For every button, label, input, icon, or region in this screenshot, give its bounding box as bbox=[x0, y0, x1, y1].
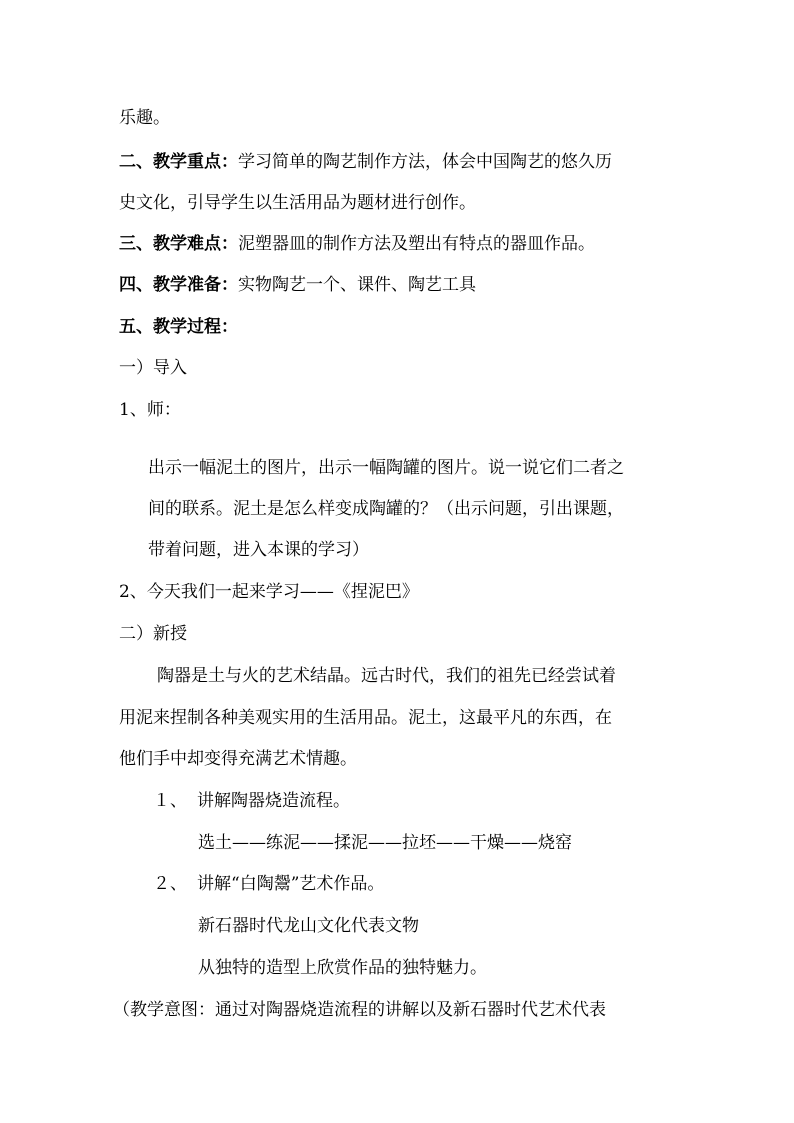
section-label: 二、教学重点： bbox=[119, 152, 238, 172]
section-3-line bbox=[119, 233, 595, 255]
paragraph-line: 出示一幅泥土的图片，出示一幅陶罐的图片。说一说它们二者之 bbox=[148, 458, 624, 478]
item-text: 讲解陶器烧造流程。 bbox=[197, 791, 350, 811]
list-item: 1、师： bbox=[119, 400, 181, 420]
section-label: 四、教学准备： bbox=[119, 275, 238, 295]
paragraph-line: 带着问题，进入本课的学习） bbox=[148, 540, 369, 560]
subsection-title: 一）导入 bbox=[119, 358, 187, 378]
text-line: 史文化，引导学生以生活用品为题材进行创作。 bbox=[119, 193, 476, 213]
detail-line: 从独特的造型上欣赏作品的独特魅力。 bbox=[198, 958, 487, 978]
paragraph-line: 他们手中却变得充满艺术情趣。 bbox=[119, 749, 357, 769]
section-text: 学习简单的陶艺制作方法，体会中国陶艺的悠久历 bbox=[238, 152, 612, 172]
section-label: 三、教学难点： bbox=[119, 234, 238, 254]
section-2-line bbox=[119, 151, 612, 173]
paragraph-line: 陶器是土与火的艺术结晶。远古时代，我们的祖先已经尝试着 bbox=[157, 666, 616, 686]
detail-line: 新石器时代龙山文化代表文物 bbox=[198, 916, 419, 936]
section-text: 实物陶艺一个、课件、陶艺工具 bbox=[238, 275, 476, 295]
item-text: 讲解“白陶鬶”艺术作品。 bbox=[197, 874, 385, 894]
numbered-item-1 bbox=[153, 790, 350, 812]
section-5-heading: 五、教学过程： bbox=[119, 317, 238, 337]
item-number: １、 bbox=[153, 791, 187, 811]
process-flow: 选土——练泥——揉泥——拉坯——干燥——烧窑 bbox=[198, 833, 572, 853]
text-line: 乐趣。 bbox=[119, 108, 170, 128]
paragraph-line: 间的联系。泥土是怎么样变成陶罐的？（出示问题，引出课题， bbox=[148, 499, 624, 519]
subsection-title: 二）新授 bbox=[119, 624, 187, 644]
item-number: ２、 bbox=[153, 874, 187, 894]
list-item: 2、今天我们一起来学习——《捏泥巴》 bbox=[119, 582, 419, 602]
paragraph-line: 用泥来捏制各种美观实用的生活用品。泥土，这最平凡的东西，在 bbox=[119, 708, 612, 728]
numbered-item-2 bbox=[153, 873, 384, 895]
section-4-line bbox=[119, 274, 476, 296]
teaching-intent-line: （教学意图：通过对陶器烧造流程的讲解以及新石器时代艺术代表 bbox=[113, 1000, 606, 1020]
section-text: 泥塑器皿的制作方法及塑出有特点的器皿作品。 bbox=[238, 234, 595, 254]
